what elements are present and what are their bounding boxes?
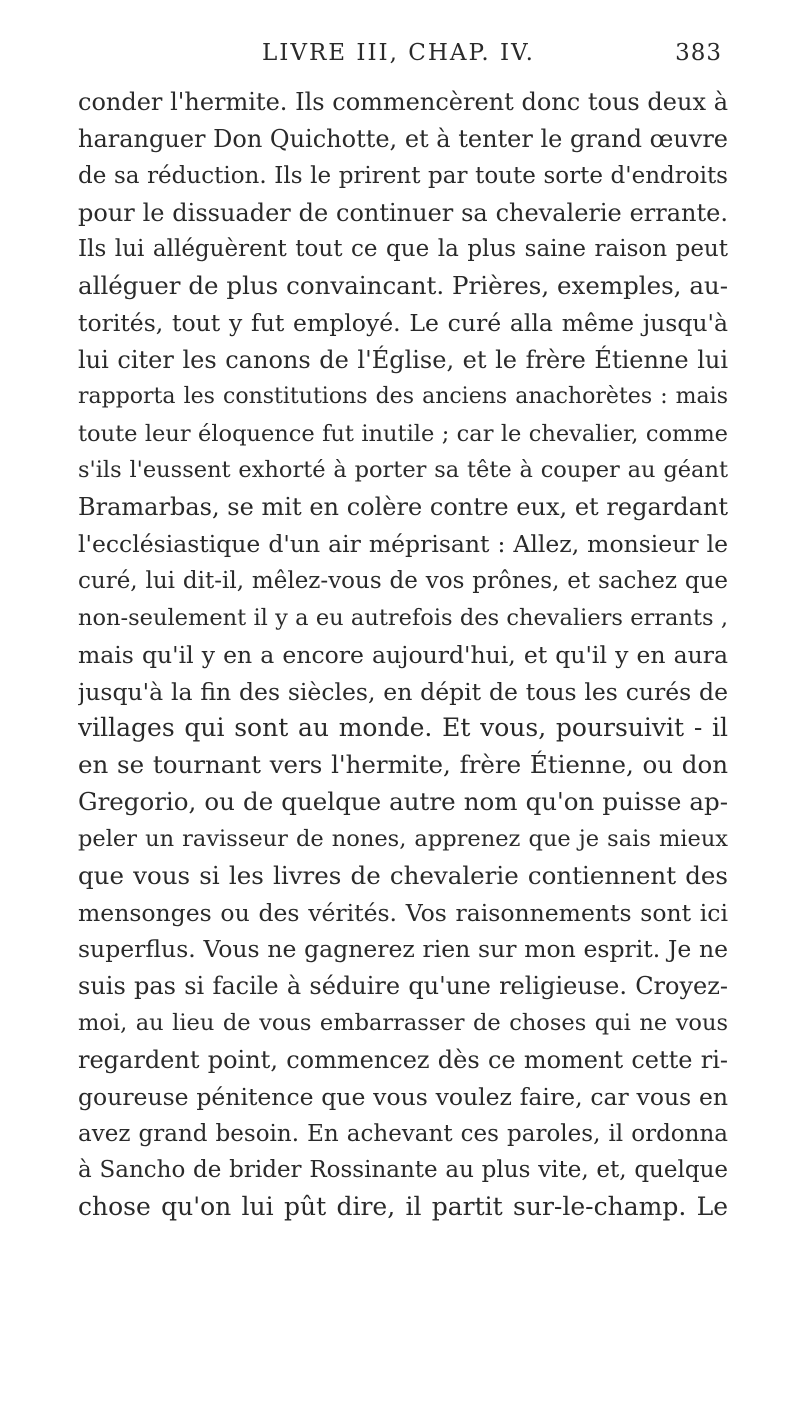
text-line: suis pas si facile à séduire qu'une religieuse. Croyez- [78,972,728,1001]
text-line: chose qu'on lui pût dire, il partit sur-le-champ. Le [78,1192,728,1222]
text-line: toute leur éloquence fut inutile ; car le chevalier, comme [78,420,728,447]
text-line: pour le dissuader de continuer sa chevalerie errante. [78,198,728,227]
page-number: 383 [675,40,722,66]
text-line: peler un ravisseur de nones, apprenez que je sais mieux [78,825,728,852]
body-text [78,84,728,1226]
text-line: non-seulement il y a eu autrefois des chevaliers errants , [78,604,728,631]
text-line: Gregorio, ou de quelque autre nom qu'on puisse ap- [78,787,728,817]
text-line: mais qu'il y en a encore aujourd'hui, et qu'il y en aura [78,640,728,669]
text-line: haranguer Don Quichotte, et à tenter le grand œuvre [78,124,728,153]
text-line: mensonges ou des vérités. Vos raisonnements sont ici [78,898,728,927]
text-line: s'ils l'eussent exhorté à porter sa tête à couper au géant [78,457,728,484]
text-line: Bramarbas, se mit en colère contre eux, et regardant [78,493,728,522]
running-title: LIVRE III, CHAP. IV. [262,40,535,66]
text-line: à Sancho de brider Rossinante au plus vite, et, quelque [78,1157,728,1184]
text-line: superflus. Vous ne gagnerez rien sur mon esprit. Je ne [78,935,728,964]
text-line: regardent point, commencez dès ce moment cette ri- [78,1045,728,1074]
text-line: villages qui sont au monde. Et vous, poursuivit - il [78,713,728,743]
running-head [262,40,722,80]
text-line: rapporta les constitutions des anciens anachorètes : mais [78,383,728,409]
text-line: conder l'hermite. Ils commencèrent donc tous deux à [78,88,728,116]
text-line: alléguer de plus convaincant. Prières, exemples, au- [78,271,728,301]
text-line: que vous si les livres de chevalerie contiennent des [78,860,728,890]
text-line: torités, tout y fut employé. Le curé alla même jusqu'à [78,309,728,338]
text-line: de sa réduction. Ils le prirent par toute sorte d'endroits [78,162,728,189]
text-line: moi, au lieu de vous embarrasser de choses qui ne vous [78,1010,728,1037]
text-line: curé, lui dit-il, mêlez-vous de vos prônes, et sachez que [78,567,728,594]
text-line: goureuse pénitence que vous voulez faire, car vous en [78,1082,728,1111]
text-line: lui citer les canons de l'Église, et le frère Étienne lui [78,345,728,374]
text-line: en se tournant vers l'hermite, frère Étienne, ou don [78,750,728,780]
text-line: avez grand besoin. En achevant ces paroles, il ordonna [78,1120,728,1147]
text-line: Ils lui alléguèrent tout ce que la plus saine raison peut [78,236,728,263]
text-line: jusqu'à la fin des siècles, en dépit de tous les curés de [78,677,728,706]
text-line: l'ecclésiastique d'un air méprisant : Allez, monsieur le [78,530,728,559]
